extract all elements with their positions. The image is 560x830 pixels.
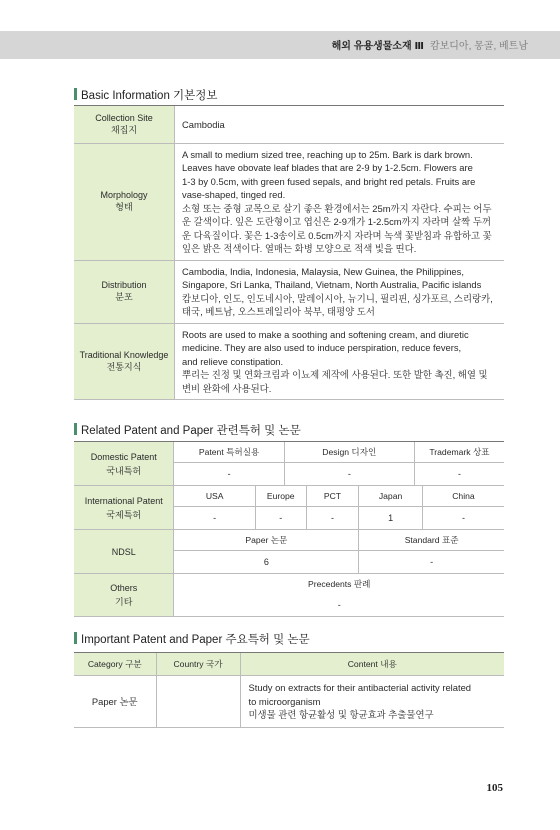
text-line: medicine. They are also used to induce perspiration, reduce fevers, [182, 342, 462, 353]
row-label [74, 486, 174, 530]
label-en: International Patent [84, 495, 163, 506]
important-table [74, 653, 504, 728]
domestic-value-patent: - [174, 463, 284, 486]
text-line: 잎은 밝은 적색이다. 열매는 화병 모양으로 적색 빛을 띤다. [182, 243, 417, 254]
related-title [74, 422, 301, 438]
header-category: Category 구분 [74, 653, 156, 676]
intl-header-usa: USA [174, 486, 255, 507]
text-line: Singapore, Sri Lanka, Thailand, Vietnam, North Australia, Pacific islands [182, 279, 482, 290]
table-row [74, 676, 504, 728]
label-ko: 기타 [115, 597, 133, 607]
related-title-text: Related Patent and Paper 관련특허 및 논문 [81, 425, 301, 437]
row-label [74, 530, 174, 574]
text-line: to microorganism [248, 695, 321, 707]
intl-header-europe: Europe [255, 486, 306, 507]
domestic-header-design: Design 디자인 [284, 442, 414, 463]
ndsl-header-paper: Paper 논문 [174, 530, 359, 551]
header-title-light: 캄보디아, 몽골, 베트남 [429, 41, 528, 52]
row-label [74, 260, 175, 323]
section-marker [74, 423, 77, 435]
text-line: Study on extracts for their antibacterial activity related [248, 682, 472, 693]
label-en: Collection Site [95, 112, 153, 123]
domestic-value-trademark: - [414, 463, 504, 486]
label-en: Distribution [101, 280, 147, 290]
morphology-value [175, 143, 505, 260]
domestic-header-patent: Patent 특허실용 [174, 442, 284, 463]
label-ko: 국내특허 [106, 465, 142, 476]
intl-value-europe: - [255, 507, 306, 530]
traditional-knowledge-value [175, 323, 505, 400]
page-number: 105 [486, 782, 503, 794]
ndsl-value-paper: 6 [174, 551, 359, 574]
basic-info-table [74, 106, 504, 400]
table-row [74, 530, 504, 551]
text-line: 운 갈색이다. 잎은 도란형이고 엽신은 2-9개가 1-2.5cm까지 자라며 살짝 두꺼 [182, 216, 491, 227]
text-line: 캄보디아, 인도, 인도네시아, 말레이시아, 뉴기니, 필리핀, 싱가포르, 스리랑카, [182, 292, 493, 304]
collection-site-value [175, 106, 505, 143]
important-country [156, 676, 240, 728]
text-line: 미생물 관련 항균활성 및 항균효과 추출물연구 [248, 709, 434, 720]
section-marker [74, 632, 77, 644]
intl-value-china: - [422, 507, 504, 530]
header-title-bold: 해외 유용생물소재 Ⅲ [331, 41, 424, 52]
text-line: Cambodia, India, Indonesia, Malaysia, New Guinea, the Philippines, [182, 265, 464, 277]
row-label [74, 143, 175, 260]
label-ko: 분포 [115, 292, 133, 302]
text-line: 뿌리는 진정 및 연화크림과 이뇨제 제작에 사용된다. 또한 발한 촉진, 해열 및 [182, 369, 488, 380]
table-row [74, 486, 504, 507]
table-row [74, 323, 504, 400]
label-en: NDSL [111, 546, 136, 557]
intl-value-japan: 1 [359, 507, 423, 530]
basic-info-title-text: Basic Information 기본정보 [81, 90, 218, 102]
intl-value-pct: - [306, 507, 359, 530]
row-label [74, 574, 174, 617]
header-title [332, 37, 528, 52]
important-content [240, 676, 504, 728]
domestic-header-trademark: Trademark 상표 [414, 442, 504, 463]
text-line: 태국, 베트남, 오스트레일리아 북부, 태평양 도서 [182, 306, 375, 317]
intl-header-pct: PCT [306, 486, 359, 507]
text-line: 소형 또는 중형 교목으로 살기 좋은 환경에서는 25m까지 자란다. 수피는 어두 [182, 202, 492, 214]
row-label [74, 442, 174, 486]
label-en: Others [110, 583, 138, 593]
text-line: 변비 완화에 사용된다. [182, 382, 272, 394]
label-en: Morphology [100, 190, 148, 200]
text-line: Cambodia [182, 118, 225, 130]
table-header-row [74, 653, 504, 676]
table-row [74, 260, 504, 323]
text-line: vase-shaped, tinged red. [182, 189, 286, 200]
table-row [74, 106, 504, 143]
important-title-text: Important Patent and Paper 주요특허 및 논문 [81, 634, 310, 646]
ndsl-value-standard: - [359, 551, 504, 574]
row-label [74, 106, 175, 143]
ndsl-header-standard: Standard 표준 [359, 530, 504, 551]
header-content: Content 내용 [240, 653, 504, 676]
section-marker [74, 88, 77, 100]
header-country: Country 국가 [156, 653, 240, 676]
important-category: Paper 논문 [74, 676, 156, 728]
table-row [74, 143, 504, 260]
text-line: 운 다육질이다. 꽃은 1-3송이로 0.5cm까지 자라며 녹색 꽃받침과 유합하고 꽃 [182, 229, 492, 241]
text-line: 1-3 by 0.5cm, with green fused sepals, and bright red petals. Fruits are [182, 175, 476, 187]
intl-header-japan: Japan [359, 486, 423, 507]
text-line: and relieve constipation. [182, 355, 284, 367]
related-table [74, 442, 504, 617]
row-label [74, 323, 175, 400]
table-row [74, 442, 504, 463]
intl-header-china: China [422, 486, 504, 507]
text-line: Leaves have obovate leaf blades that are 2-9 by 1-2.5cm. Flowers are [182, 162, 473, 173]
label-ko: 전통지식 [106, 361, 142, 372]
domestic-value-design: - [284, 463, 414, 486]
intl-value-usa: - [174, 507, 255, 530]
label-ko: 국제특허 [106, 509, 142, 520]
label-en: Traditional Knowledge [79, 349, 169, 360]
text-line: Roots are used to make a soothing and softening cream, and diuretic [182, 328, 469, 340]
table-row [74, 574, 504, 595]
basic-info-title [74, 87, 217, 103]
label-ko: 채집지 [110, 124, 138, 135]
running-header [0, 0, 560, 56]
text-line: A small to medium sized tree, reaching up to 25m. Bark is dark brown. [182, 148, 473, 160]
others-value-precedents: - [174, 594, 504, 617]
important-title [74, 631, 310, 647]
label-ko: 형태 [115, 202, 133, 212]
distribution-value [175, 260, 505, 323]
others-header-precedents: Precedents 판례 [174, 574, 504, 595]
label-en: Domestic Patent [90, 451, 157, 462]
